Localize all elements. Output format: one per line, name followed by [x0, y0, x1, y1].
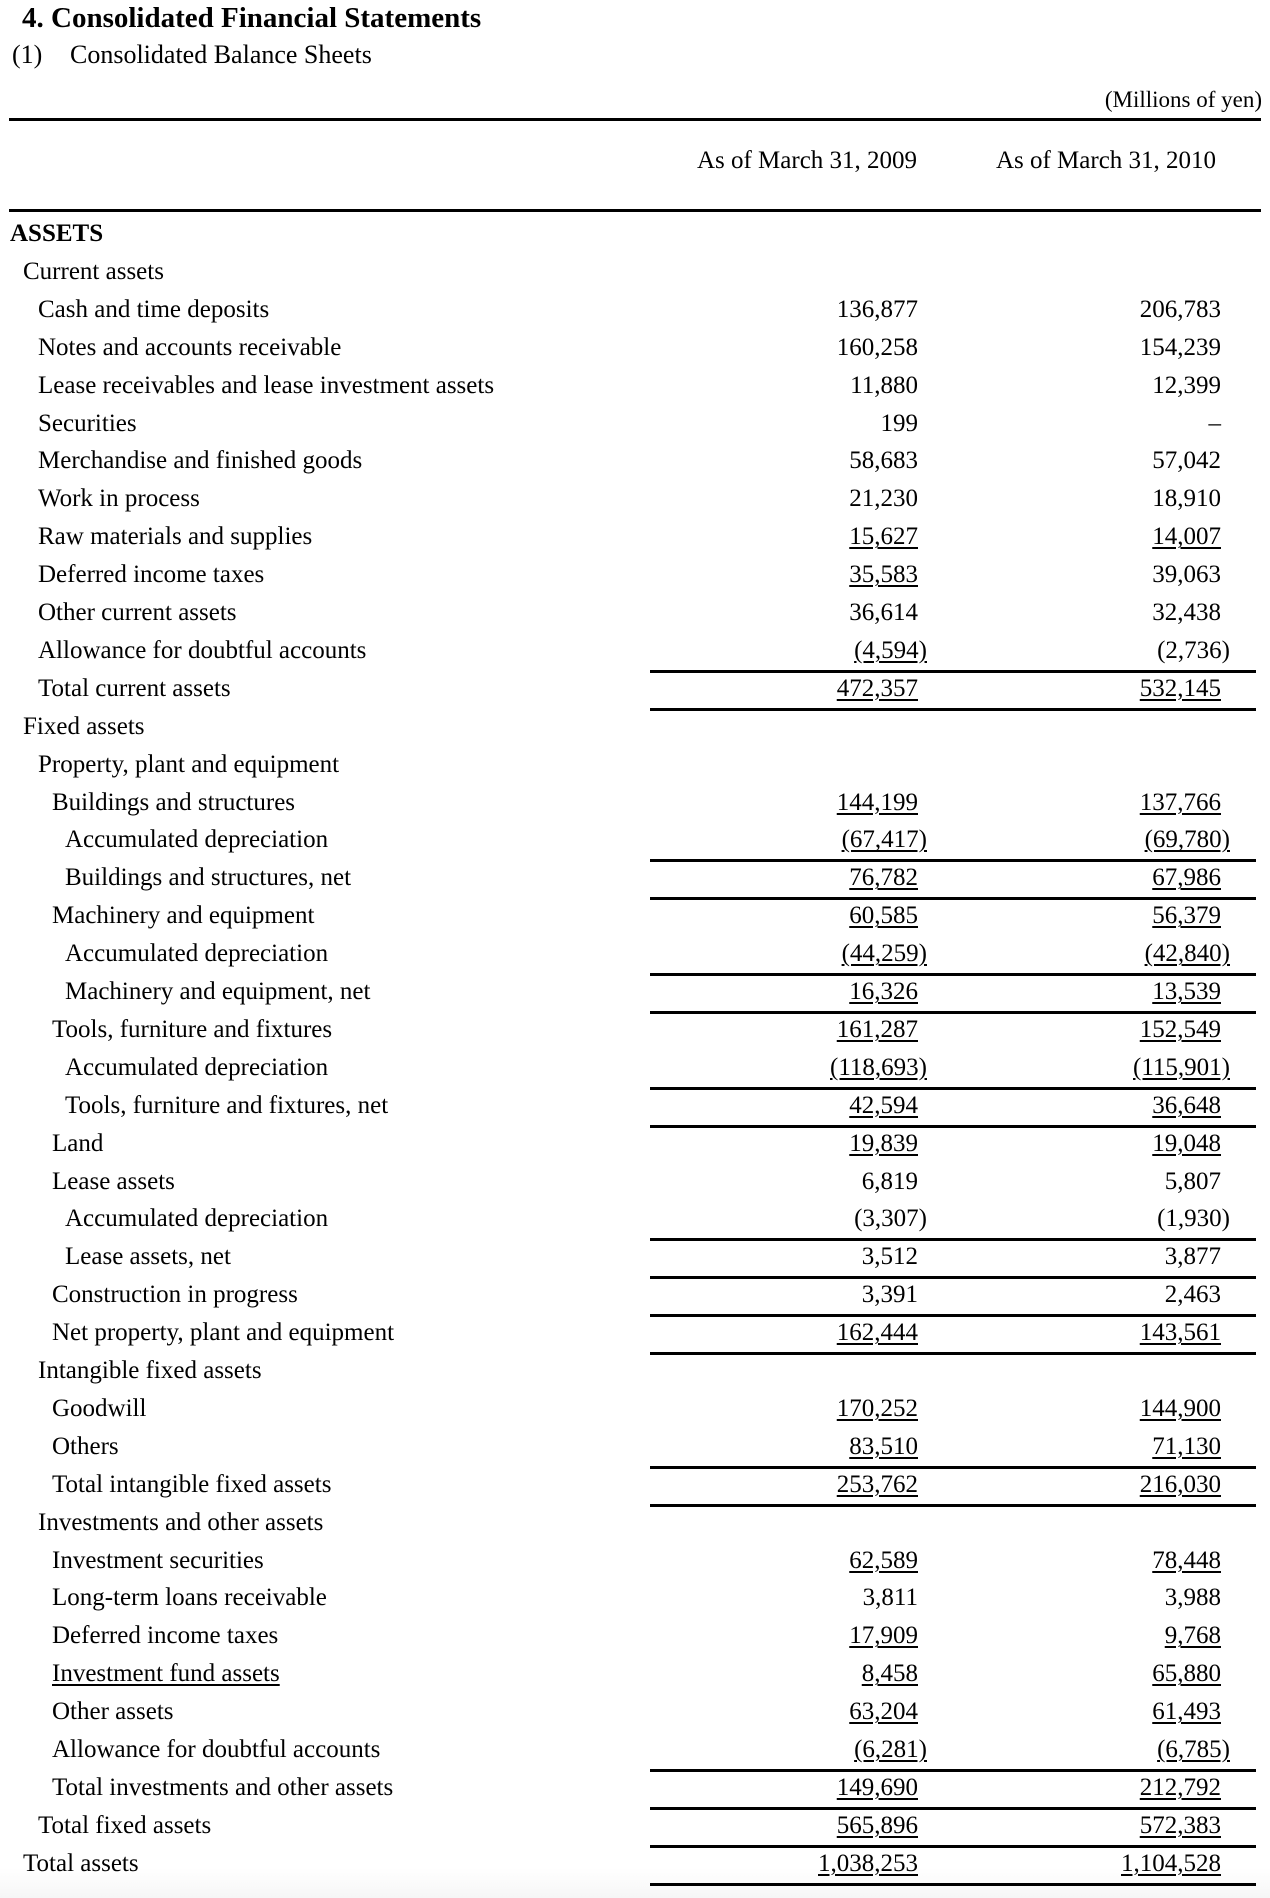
table-row [0, 1847, 1270, 1885]
row-label: Work in process [38, 485, 200, 513]
row-label: Lease receivables and lease investment assets [38, 371, 495, 399]
units-note: (Millions of yen) [1104, 87, 1262, 112]
subtitle-text: Consolidated Balance Sheets [70, 40, 372, 69]
row-label: Investments and other assets [38, 1508, 324, 1536]
value-text: 152,549 [1139, 1015, 1221, 1043]
table-row [0, 634, 1270, 672]
row-label: Construction in progress [52, 1281, 298, 1309]
value-2009 [849, 861, 918, 895]
row-label: Total intangible fixed assets [52, 1470, 332, 1498]
table-row [0, 899, 1270, 937]
table-row [0, 1127, 1270, 1165]
value-text: (69,780) [1144, 826, 1230, 854]
value-2010 [1152, 1127, 1221, 1161]
value-text: (6,281) [854, 1736, 927, 1763]
value-text: (67,417) [841, 826, 927, 854]
value-2010 [1157, 634, 1230, 668]
value-text: 3,877 [1164, 1243, 1221, 1271]
row-label: Accumulated depreciation [65, 1053, 329, 1081]
table-row [0, 1316, 1270, 1354]
row-label: Land [52, 1129, 104, 1157]
row-label: Lease assets, net [65, 1243, 231, 1271]
value-2009 [849, 1089, 918, 1123]
value-text: 19,839 [849, 1129, 918, 1157]
value-text: 14,007 [1152, 523, 1221, 551]
value-2010 [1165, 1240, 1221, 1274]
row-label: Investment fund assets [52, 1660, 280, 1688]
table-row [0, 1544, 1270, 1582]
value-2009 [837, 1809, 918, 1843]
value-2009 [849, 1544, 918, 1578]
value-text: 19,048 [1152, 1129, 1221, 1157]
value-text: (42,840) [1144, 940, 1230, 968]
table-row [0, 1240, 1270, 1278]
row-label: Tools, furniture and fixtures, net [65, 1091, 389, 1119]
value-2010 [1165, 1278, 1221, 1312]
row-label: Goodwill [52, 1394, 147, 1422]
value-2010 [1140, 1468, 1221, 1502]
row-label: Current assets [23, 257, 164, 285]
value-text: 13,539 [1152, 978, 1221, 1005]
value-text: (115,901) [1133, 1053, 1230, 1081]
table-row [0, 1013, 1270, 1051]
table-row [0, 1619, 1270, 1657]
row-label: Buildings and structures [52, 788, 296, 816]
table-row [0, 444, 1270, 482]
value-text: 78,448 [1152, 1546, 1221, 1574]
row-label: Tools, furniture and fixtures [52, 1015, 333, 1043]
value-text: 161,287 [836, 1015, 918, 1043]
value-text: 143,561 [1139, 1319, 1221, 1347]
value-text: 16,326 [849, 978, 918, 1005]
value-2010 [1121, 1847, 1221, 1881]
header-top-rule [9, 118, 1261, 121]
value-text: 199 [880, 409, 918, 437]
value-text: 3,512 [861, 1243, 918, 1271]
column-header-2009: As of March 31, 2009 [696, 147, 918, 174]
row-label: ASSETS [10, 220, 104, 247]
value-2009 [849, 482, 918, 516]
value-text: 5,807 [1164, 1167, 1221, 1195]
table-row [0, 520, 1270, 558]
value-2009 [854, 634, 927, 668]
table-row [0, 975, 1270, 1013]
value-2009 [862, 1657, 918, 1691]
value-text: 572,383 [1139, 1811, 1221, 1839]
row-label: Total fixed assets [38, 1811, 212, 1839]
row-label: Total investments and other assets [52, 1773, 394, 1801]
value-text: 6,819 [861, 1167, 918, 1195]
value-text: 160,258 [836, 333, 918, 361]
table-row [0, 1468, 1270, 1506]
table-row [0, 1733, 1270, 1771]
row-label: Deferred income taxes [52, 1622, 279, 1650]
value-2009 [854, 1202, 927, 1236]
value-2009 [837, 331, 918, 365]
value-text: 62,589 [849, 1546, 918, 1574]
value-text: 565,896 [836, 1811, 918, 1839]
value-2009 [837, 1392, 918, 1426]
value-2010 [1152, 1544, 1221, 1578]
value-text: 154,239 [1139, 333, 1221, 361]
row-label: Lease assets [52, 1167, 175, 1195]
value-2010 [1140, 1392, 1221, 1426]
value-2009 [849, 1430, 918, 1464]
value-text: (44,259) [841, 940, 927, 968]
value-2010 [1165, 1581, 1221, 1615]
table-row [0, 1657, 1270, 1695]
value-2009 [837, 1013, 918, 1047]
value-2010 [1140, 1316, 1221, 1350]
value-2010 [1152, 596, 1221, 630]
value-text: 39,063 [1152, 561, 1221, 589]
value-2009 [837, 786, 918, 820]
table-row [0, 331, 1270, 369]
value-text: 18,910 [1152, 485, 1221, 513]
value-2009 [849, 520, 918, 554]
value-2009 [850, 369, 918, 403]
value-2009 [849, 1619, 918, 1653]
value-2010 [1152, 899, 1221, 933]
value-text: 253,762 [836, 1470, 918, 1498]
value-2010 [1133, 1051, 1230, 1085]
row-label: Machinery and equipment, net [65, 978, 371, 1005]
table-row [0, 1278, 1270, 1316]
row-label: Accumulated depreciation [65, 1205, 329, 1233]
table-row [0, 1506, 1270, 1544]
value-text: 61,493 [1152, 1698, 1221, 1726]
value-text: 76,782 [849, 864, 918, 892]
subtitle-number: (1) [12, 40, 43, 69]
value-text: (4,594) [854, 636, 927, 664]
value-2010 [1152, 1089, 1221, 1123]
value-text: 56,379 [1152, 902, 1221, 930]
value-2009 [863, 1581, 918, 1615]
value-text: 8,458 [861, 1660, 918, 1688]
value-2010 [1140, 1771, 1221, 1805]
table-row [0, 1581, 1270, 1619]
table-row [0, 596, 1270, 634]
value-2010 [1140, 672, 1221, 706]
document-title: 4. Consolidated Financial Statements [22, 2, 482, 34]
value-2010 [1209, 407, 1222, 441]
value-2009 [854, 1733, 927, 1767]
table-row [0, 823, 1270, 861]
value-2009 [830, 1051, 927, 1085]
value-2009 [837, 1468, 918, 1502]
row-label: Deferred income taxes [38, 561, 265, 589]
value-text: 17,909 [849, 1622, 918, 1650]
row-label: Machinery and equipment [52, 902, 315, 930]
header-bottom-rule [9, 209, 1261, 212]
row-label: Allowance for doubtful accounts [38, 636, 367, 664]
row-label: Merchandise and finished goods [38, 447, 363, 475]
value-2010 [1157, 1202, 1230, 1236]
row-label: Long-term loans receivable [52, 1584, 327, 1612]
value-text: 162,444 [836, 1319, 918, 1347]
value-text: 65,880 [1152, 1660, 1221, 1688]
row-label: Net property, plant and equipment [52, 1319, 395, 1347]
table-row [0, 1771, 1270, 1809]
value-2010 [1165, 1165, 1221, 1199]
row-label: Notes and accounts receivable [38, 333, 342, 361]
value-2009 [818, 1847, 918, 1881]
value-text: 36,648 [1152, 1091, 1221, 1119]
value-2010 [1152, 975, 1221, 1009]
table-row [0, 672, 1270, 710]
row-label: Securities [38, 409, 137, 437]
table-row [0, 1430, 1270, 1468]
value-text: 35,583 [849, 561, 918, 589]
value-text: 212,792 [1139, 1773, 1221, 1801]
value-2009 [881, 407, 919, 441]
value-2009 [837, 1316, 918, 1350]
value-text: 63,204 [849, 1698, 918, 1726]
row-label: Others [52, 1432, 119, 1460]
value-2010 [1145, 937, 1230, 971]
value-2009 [842, 823, 927, 857]
value-2009 [862, 1165, 918, 1199]
value-text: 170,252 [836, 1394, 918, 1422]
value-text: 1,038,253 [818, 1849, 918, 1877]
value-text: 12,399 [1152, 371, 1221, 399]
value-text: 3,811 [862, 1584, 918, 1612]
value-2009 [837, 293, 918, 327]
value-text: 216,030 [1139, 1470, 1221, 1498]
value-text: 3,988 [1164, 1584, 1221, 1612]
row-divider [650, 1883, 1256, 1886]
row-label: Investment securities [52, 1546, 264, 1574]
table-row [0, 861, 1270, 899]
row-label: Total assets [23, 1849, 139, 1877]
value-text: (3,307) [854, 1205, 927, 1233]
value-text: 83,510 [849, 1432, 918, 1460]
row-label: Cash and time deposits [38, 295, 270, 323]
value-text: (6,785) [1157, 1736, 1230, 1763]
value-text: (1,930) [1157, 1205, 1230, 1233]
value-2010 [1152, 1657, 1221, 1691]
value-2010 [1152, 1430, 1221, 1464]
table-row [0, 1809, 1270, 1847]
value-text: – [1208, 409, 1221, 437]
value-2009 [849, 1127, 918, 1161]
value-2009 [842, 937, 927, 971]
value-text: 532,145 [1139, 674, 1221, 702]
value-2010 [1157, 1733, 1230, 1767]
value-2010 [1152, 520, 1221, 554]
table-row [0, 1202, 1270, 1240]
table-row [0, 1089, 1270, 1127]
table-row [0, 407, 1270, 445]
value-text: 9,768 [1164, 1622, 1221, 1650]
table-row [0, 786, 1270, 824]
value-text: 206,783 [1139, 295, 1221, 323]
row-label: Other current assets [38, 599, 237, 626]
value-text: 1,104,528 [1121, 1849, 1221, 1877]
value-2010 [1152, 444, 1221, 478]
value-text: 144,199 [836, 788, 918, 816]
table-row [0, 1392, 1270, 1430]
value-2010 [1152, 482, 1221, 516]
row-label: Total current assets [38, 674, 231, 702]
value-2010 [1145, 823, 1230, 857]
value-2010 [1140, 331, 1221, 365]
row-label: Buildings and structures, net [65, 864, 352, 892]
value-text: 57,042 [1152, 447, 1221, 475]
value-2009 [849, 444, 918, 478]
value-2009 [849, 596, 918, 630]
table-row [0, 369, 1270, 407]
table-row [0, 937, 1270, 975]
value-2009 [837, 1771, 918, 1805]
value-2010 [1165, 1619, 1221, 1653]
row-label: Accumulated depreciation [65, 826, 329, 854]
value-text: 2,463 [1164, 1281, 1221, 1309]
table-row [0, 1165, 1270, 1203]
value-2010 [1152, 369, 1221, 403]
table-row [0, 293, 1270, 331]
row-label: Property, plant and equipment [38, 750, 340, 778]
value-2009 [862, 1278, 918, 1312]
value-text: 3,391 [861, 1281, 918, 1309]
value-2010 [1140, 1013, 1221, 1047]
value-text: 32,438 [1152, 599, 1221, 626]
row-label: Allowance for doubtful accounts [52, 1736, 381, 1763]
table-row [0, 1354, 1270, 1392]
value-text: 11,880 [850, 371, 918, 399]
value-text: 71,130 [1152, 1432, 1221, 1460]
value-text: 149,690 [836, 1773, 918, 1801]
value-2010 [1152, 558, 1221, 592]
value-2009 [849, 558, 918, 592]
value-text: 67,986 [1152, 864, 1221, 892]
value-text: 58,683 [849, 447, 918, 475]
table-row [0, 748, 1270, 786]
table-row [0, 710, 1270, 748]
value-text: 472,357 [836, 674, 918, 702]
column-header-2010: As of March 31, 2010 [995, 147, 1217, 174]
table-row [0, 217, 1270, 255]
table-row [0, 482, 1270, 520]
document-subtitle [12, 40, 372, 70]
table-row [0, 1051, 1270, 1089]
value-text: (118,693) [830, 1053, 927, 1081]
value-2009 [862, 1240, 918, 1274]
value-2009 [837, 672, 918, 706]
row-label: Other assets [52, 1698, 174, 1726]
value-2009 [849, 899, 918, 933]
value-2009 [849, 975, 918, 1009]
row-label: Fixed assets [23, 712, 145, 740]
value-text: 15,627 [849, 523, 918, 551]
row-label: Intangible fixed assets [38, 1357, 262, 1384]
table-row [0, 1695, 1270, 1733]
value-2010 [1140, 293, 1221, 327]
value-text: 137,766 [1139, 788, 1221, 816]
value-text: 42,594 [849, 1091, 918, 1119]
value-text: 136,877 [836, 295, 918, 323]
value-2010 [1140, 1809, 1221, 1843]
table-row [0, 255, 1270, 293]
table-row [0, 558, 1270, 596]
value-text: 144,900 [1139, 1394, 1221, 1422]
value-text: 36,614 [849, 599, 918, 626]
value-text: 60,585 [849, 902, 918, 930]
value-2010 [1140, 786, 1221, 820]
row-label: Raw materials and supplies [38, 523, 313, 551]
value-2009 [849, 1695, 918, 1729]
value-text: (2,736) [1157, 636, 1230, 664]
row-label: Accumulated depreciation [65, 940, 329, 968]
value-2010 [1152, 1695, 1221, 1729]
value-2010 [1152, 861, 1221, 895]
value-text: 21,230 [849, 485, 918, 513]
